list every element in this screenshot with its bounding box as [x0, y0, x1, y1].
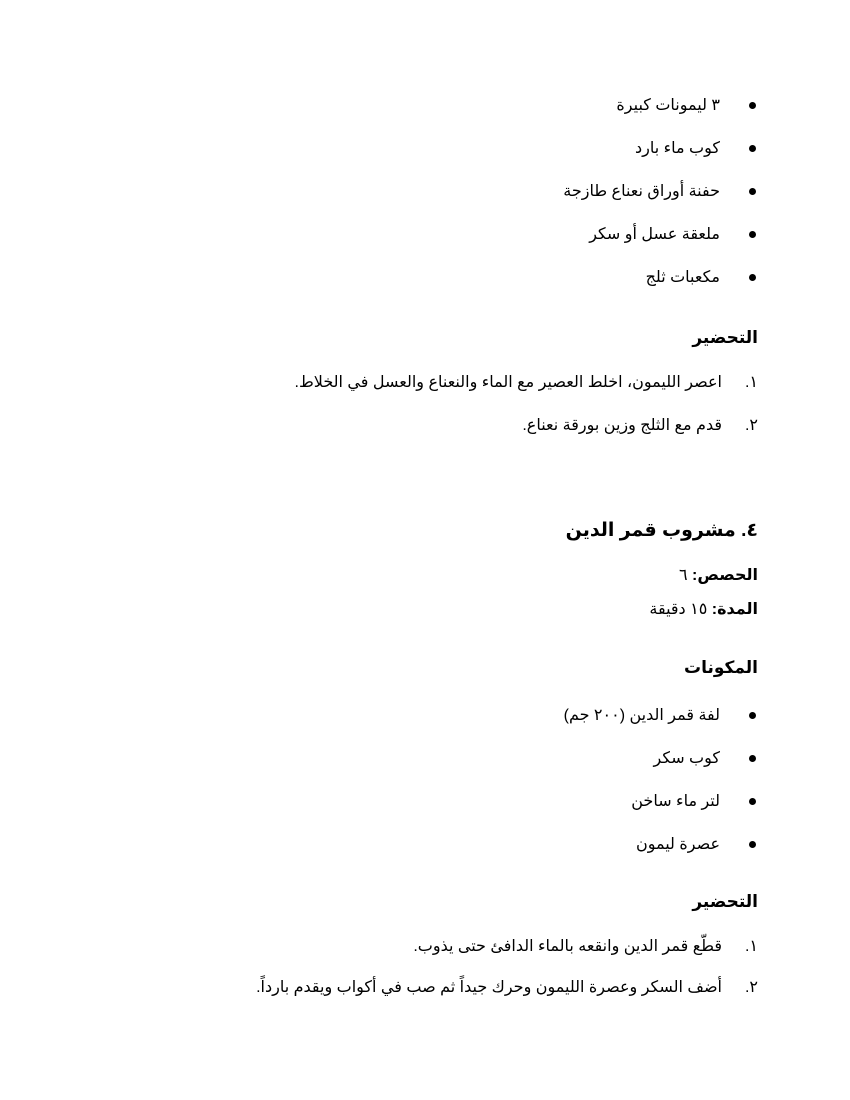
bullet-icon: [749, 798, 756, 805]
ingredient-item: [60, 139, 758, 159]
step-text: أضف السكر وعصرة الليمون وحرك جيداً ثم صب في أكواب ويقدم بارداً.: [256, 979, 722, 996]
ingredient-text: لفة قمر الدين (٢٠٠ جم): [563, 707, 720, 724]
ingredient-text: مكعبات ثلج: [645, 269, 720, 286]
section-one-ingredients-list: [60, 96, 758, 288]
bullet-icon: [749, 188, 756, 195]
step-text: قطّع قمر الدين وانقعه بالماء الدافئ حتى يذوب.: [413, 938, 722, 955]
step-number: ١.: [744, 374, 758, 391]
bullet-icon: [749, 274, 756, 281]
ingredient-text: عصرة ليمون: [635, 836, 720, 853]
section-two-steps-list: [60, 937, 758, 998]
section-one-steps-list: [60, 373, 758, 436]
step-text: اعصر الليمون، اخلط العصير مع الماء والنعناع والعسل في الخلاط.: [294, 374, 722, 391]
step-item: [60, 373, 758, 393]
section-two-preparation-heading: التحضير: [692, 892, 758, 911]
ingredient-item: [60, 268, 758, 288]
ingredient-item: [60, 182, 758, 202]
step-item: [60, 978, 758, 998]
step-number: ٢.: [744, 979, 758, 996]
ingredient-item: [60, 835, 758, 855]
ingredient-item: [60, 96, 758, 116]
recipe-title: ٤. مشروب قمر الدين: [565, 520, 758, 541]
ingredient-item: [60, 706, 758, 726]
ingredient-text: كوب سكر: [653, 750, 720, 767]
step-item: [60, 937, 758, 957]
step-number: ١.: [744, 938, 758, 955]
bullet-icon: [749, 102, 756, 109]
ingredient-text: كوب ماء بارد: [635, 140, 720, 157]
bullet-icon: [749, 145, 756, 152]
step-text: قدم مع الثلج وزين بورقة نعناع.: [522, 417, 722, 434]
duration-value: ١٥ دقيقة: [649, 601, 708, 618]
servings-label: الحصص:: [692, 567, 758, 584]
section-two-ingredients-list: [60, 706, 758, 855]
ingredient-text: لتر ماء ساخن: [631, 793, 720, 810]
step-number: ٢.: [744, 417, 758, 434]
ingredients-heading: المكونات: [683, 658, 758, 677]
servings-row: [60, 566, 758, 586]
ingredient-item: [60, 749, 758, 769]
bullet-icon: [749, 231, 756, 238]
bullet-icon: [749, 712, 756, 719]
ingredient-item: [60, 792, 758, 812]
section-one-preparation-heading: التحضير: [692, 328, 758, 347]
bullet-icon: [749, 841, 756, 848]
ingredient-text: حفنة أوراق نعناع طازجة: [563, 183, 720, 200]
servings-value: ٦: [679, 567, 688, 584]
ingredient-text: ملعقة عسل أو سكر: [589, 226, 720, 243]
step-item: [60, 416, 758, 436]
ingredient-text: ٣ ليمونات كبيرة: [616, 97, 720, 114]
ingredient-item: [60, 225, 758, 245]
duration-row: [60, 600, 758, 620]
bullet-icon: [749, 755, 756, 762]
duration-label: المدة:: [711, 601, 758, 618]
